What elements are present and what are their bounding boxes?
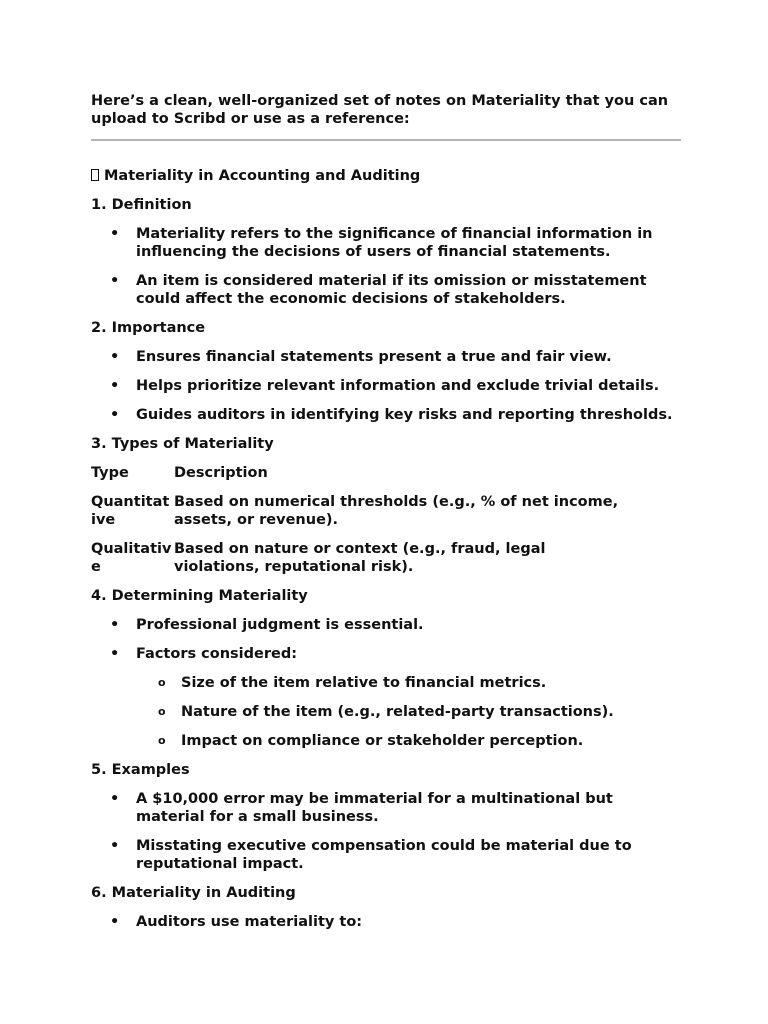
list-item: • Helps prioritize relevant information and exclude trivial details. [91,377,681,395]
list-item: • Guides auditors in identifying key risks and reporting thresholds. [91,406,681,424]
list-item: • A $10,000 error may be immaterial for a multinational but material for a small business. [91,790,681,826]
sub-list-item: o Nature of the item (e.g., related-party transactions). [91,703,681,721]
auditing-list [91,913,681,931]
document-icon [91,169,99,181]
table-cell-description: Based on nature or context (e.g., fraud, legal violations, reputational risk). [174,541,546,575]
definition-list [91,225,681,308]
list-item: • Factors considered: [91,645,681,663]
list-item: • Auditors use materiality to: [91,913,681,931]
section-heading-types: 3. Types of Materiality [91,436,274,452]
table-row [91,493,681,529]
horizontal-rule [91,139,681,141]
section-heading-importance: 2. Importance [91,320,206,336]
table-cell-description: Based on numerical thresholds (e.g., % of net income, assets, or revenue). [174,494,619,528]
document-title [91,167,681,185]
list-item: • Misstating executive compensation could be material due to reputational impact. [91,837,681,873]
sub-list-item: o Impact on compliance or stakeholder perception. [91,732,681,750]
types-table [91,464,681,576]
section-heading-definition: 1. Definition [91,197,192,213]
importance-list [91,348,681,424]
table-row [91,540,681,576]
table-cell-type: Quantitative [91,494,170,528]
document-page [91,92,681,931]
determining-list [91,616,681,663]
document-title-text: Materiality in Accounting and Auditing [104,168,421,184]
list-item: • Ensures financial statements present a true and fair view. [91,348,681,366]
sub-list-item: o Size of the item relative to financial metrics. [91,674,681,692]
list-item: • Professional judgment is essential. [91,616,681,634]
section-heading-determining: 4. Determining Materiality [91,588,308,604]
section-heading-auditing: 6. Materiality in Auditing [91,885,296,901]
table-header-type: Type [91,465,129,481]
list-item: • An item is considered material if its omission or misstatement could affect the economic decisions of stakeholders. [91,272,681,308]
list-item: • Materiality refers to the significance of financial information in influencing the decisions of users of financial statements. [91,225,681,261]
factors-sublist [91,674,681,750]
section-heading-examples: 5. Examples [91,762,190,778]
examples-list [91,790,681,873]
table-cell-type: Qualitative [91,541,172,575]
table-header-description: Description [174,465,268,481]
intro-paragraph: Here’s a clean, well-organized set of notes on Materiality that you can upload to Scribd or use as a reference: [91,93,669,127]
table-header-row [91,464,681,482]
